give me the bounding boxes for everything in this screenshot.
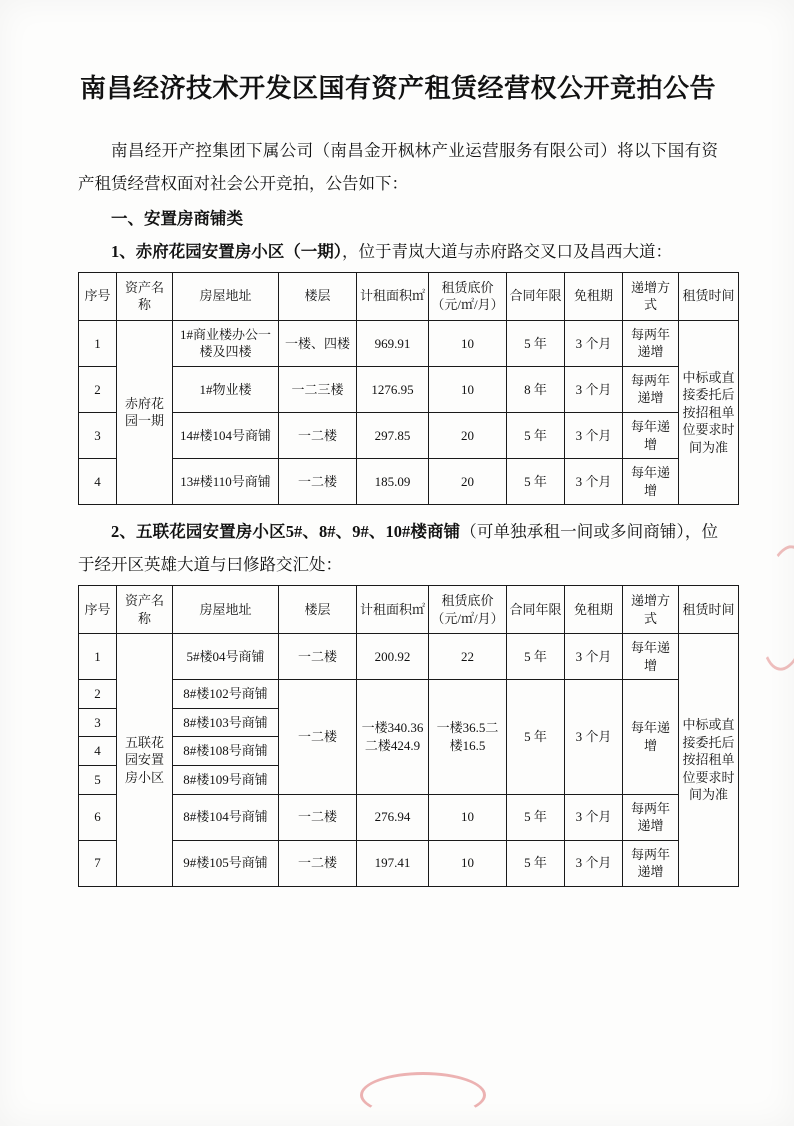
item-heading-2-bold: 2、五联花园安置房小区5#、8#、9#、10#楼商铺 <box>111 522 461 542</box>
cell-area: 969.91 <box>357 320 429 366</box>
cell-area: 185.09 <box>357 459 429 505</box>
col-header-floor: 楼层 <box>279 272 357 320</box>
cell-rent-time: 中标或直接委托后按招租单位要求时间为准 <box>679 320 739 504</box>
cell-asset-name: 五联花园安置房小区 <box>117 634 173 886</box>
col-header-price: 租赁底价（元/㎡/月） <box>429 272 507 320</box>
cell-increase: 每两年递增 <box>623 840 679 886</box>
col-header-increase: 递增方式 <box>623 586 679 634</box>
cell-price: 22 <box>429 634 507 680</box>
intro-paragraph: 南昌经开产控集团下属公司（南昌金开枫林产业运营服务有限公司）将以下国有资产租赁经营权面对社会公开竞拍，公告如下： <box>78 140 718 193</box>
asset-table-1 <box>78 272 739 505</box>
cell-asset-name: 赤府花园一期 <box>117 320 173 504</box>
cell-free-period: 3 个月 <box>565 459 623 505</box>
table-row <box>79 840 739 886</box>
cell-price: 10 <box>429 366 507 412</box>
red-stamp-mark-right <box>754 543 794 674</box>
cell-price: 20 <box>429 459 507 505</box>
cell-term: 5 年 <box>507 794 565 840</box>
cell-area: 297.85 <box>357 412 429 458</box>
cell-address: 13#楼110号商铺 <box>173 459 279 505</box>
cell-area: 一楼340.36二楼424.9 <box>357 680 429 794</box>
col-header-term: 合同年限 <box>507 272 565 320</box>
cell-rent-time: 中标或直接委托后按招租单位要求时间为准 <box>679 634 739 886</box>
cell-address: 8#楼103号商铺 <box>173 708 279 737</box>
cell-free-period: 3 个月 <box>565 840 623 886</box>
cell-term: 5 年 <box>507 412 565 458</box>
cell-address: 1#商业楼办公一楼及四楼 <box>173 320 279 366</box>
col-header-no: 序号 <box>79 586 117 634</box>
cell-address: 14#楼104号商铺 <box>173 412 279 458</box>
cell-increase: 每年递增 <box>623 634 679 680</box>
cell-address: 8#楼108号商铺 <box>173 737 279 766</box>
item-heading-1 <box>78 235 718 268</box>
cell-no: 3 <box>79 708 117 737</box>
cell-increase: 每年递增 <box>623 412 679 458</box>
cell-term: 5 年 <box>507 459 565 505</box>
cell-term: 5 年 <box>507 680 565 794</box>
cell-increase: 每两年递增 <box>623 794 679 840</box>
cell-floor: 一二楼 <box>279 680 357 794</box>
cell-no: 6 <box>79 794 117 840</box>
cell-floor: 一二楼 <box>279 412 357 458</box>
item-heading-1-bold: 1、赤府花园安置房小区（一期） <box>111 241 342 261</box>
cell-term: 5 年 <box>507 634 565 680</box>
col-header-price: 租赁底价（元/㎡/月） <box>429 586 507 634</box>
cell-term: 5 年 <box>507 840 565 886</box>
table-header-row <box>79 272 739 320</box>
table-row <box>79 459 739 505</box>
cell-no: 4 <box>79 459 117 505</box>
table-row <box>79 412 739 458</box>
cell-free-period: 3 个月 <box>565 680 623 794</box>
cell-no: 2 <box>79 366 117 412</box>
cell-price: 10 <box>429 840 507 886</box>
col-header-increase: 递增方式 <box>623 272 679 320</box>
col-header-area: 计租面积㎡ <box>357 586 429 634</box>
cell-no: 1 <box>79 634 117 680</box>
col-header-floor: 楼层 <box>279 586 357 634</box>
page-title: 南昌经济技术开发区国有资产租赁经营权公开竞拍公告 <box>79 74 716 103</box>
item-heading-2-rest: （可单独承租一间或多间商铺），位于经开区英雄大道与曰修路交汇处： <box>78 522 719 575</box>
cell-area: 276.94 <box>357 794 429 840</box>
col-header-rent-time: 租赁时间 <box>679 272 739 320</box>
cell-area: 197.41 <box>357 840 429 886</box>
col-header-address: 房屋地址 <box>173 272 279 320</box>
cell-no: 3 <box>79 412 117 458</box>
table-row <box>79 320 739 366</box>
cell-address: 8#楼109号商铺 <box>173 765 279 794</box>
cell-floor: 一二三楼 <box>279 366 357 412</box>
cell-free-period: 3 个月 <box>565 366 623 412</box>
item-heading-2 <box>78 515 718 581</box>
cell-term: 8 年 <box>507 366 565 412</box>
cell-area: 1276.95 <box>357 366 429 412</box>
col-header-term: 合同年限 <box>507 586 565 634</box>
cell-increase: 每两年递增 <box>623 320 679 366</box>
cell-price: 一楼36.5二楼16.5 <box>429 680 507 794</box>
table-row <box>79 794 739 840</box>
cell-free-period: 3 个月 <box>565 320 623 366</box>
cell-no: 4 <box>79 737 117 766</box>
cell-address: 1#物业楼 <box>173 366 279 412</box>
cell-address: 5#楼04号商铺 <box>173 634 279 680</box>
cell-increase: 每两年递增 <box>623 366 679 412</box>
cell-address: 8#楼102号商铺 <box>173 680 279 709</box>
table-row <box>79 366 739 412</box>
cell-floor: 一二楼 <box>279 634 357 680</box>
cell-increase: 每年递增 <box>623 680 679 794</box>
cell-free-period: 3 个月 <box>565 412 623 458</box>
document-content <box>78 70 735 897</box>
cell-free-period: 3 个月 <box>565 634 623 680</box>
cell-price: 20 <box>429 412 507 458</box>
col-header-address: 房屋地址 <box>173 586 279 634</box>
red-stamp-mark-bottom <box>360 1072 486 1118</box>
cell-no: 7 <box>79 840 117 886</box>
cell-price: 10 <box>429 320 507 366</box>
cell-area: 200.92 <box>357 634 429 680</box>
col-header-asset-name: 资产名称 <box>117 586 173 634</box>
cell-term: 5 年 <box>507 320 565 366</box>
cell-no: 5 <box>79 765 117 794</box>
asset-table-2 <box>78 585 739 887</box>
table-row <box>79 680 739 709</box>
table-row <box>79 634 739 680</box>
cell-price: 10 <box>429 794 507 840</box>
cell-floor: 一楼、四楼 <box>279 320 357 366</box>
col-header-asset-name: 资产名称 <box>117 272 173 320</box>
cell-increase: 每年递增 <box>623 459 679 505</box>
col-header-free-period: 免租期 <box>565 272 623 320</box>
cell-free-period: 3 个月 <box>565 794 623 840</box>
col-header-rent-time: 租赁时间 <box>679 586 739 634</box>
cell-floor: 一二楼 <box>279 794 357 840</box>
col-header-no: 序号 <box>79 272 117 320</box>
col-header-area: 计租面积㎡ <box>357 272 429 320</box>
item-heading-1-rest: ，位于青岚大道与赤府路交叉口及昌西大道： <box>342 241 672 261</box>
cell-no: 2 <box>79 680 117 709</box>
table-header-row <box>79 586 739 634</box>
cell-address: 9#楼105号商铺 <box>173 840 279 886</box>
col-header-free-period: 免租期 <box>565 586 623 634</box>
cell-no: 1 <box>79 320 117 366</box>
cell-floor: 一二楼 <box>279 840 357 886</box>
cell-address: 8#楼104号商铺 <box>173 794 279 840</box>
section-heading-1: 一、安置房商铺类 <box>111 208 243 228</box>
cell-floor: 一二楼 <box>279 459 357 505</box>
